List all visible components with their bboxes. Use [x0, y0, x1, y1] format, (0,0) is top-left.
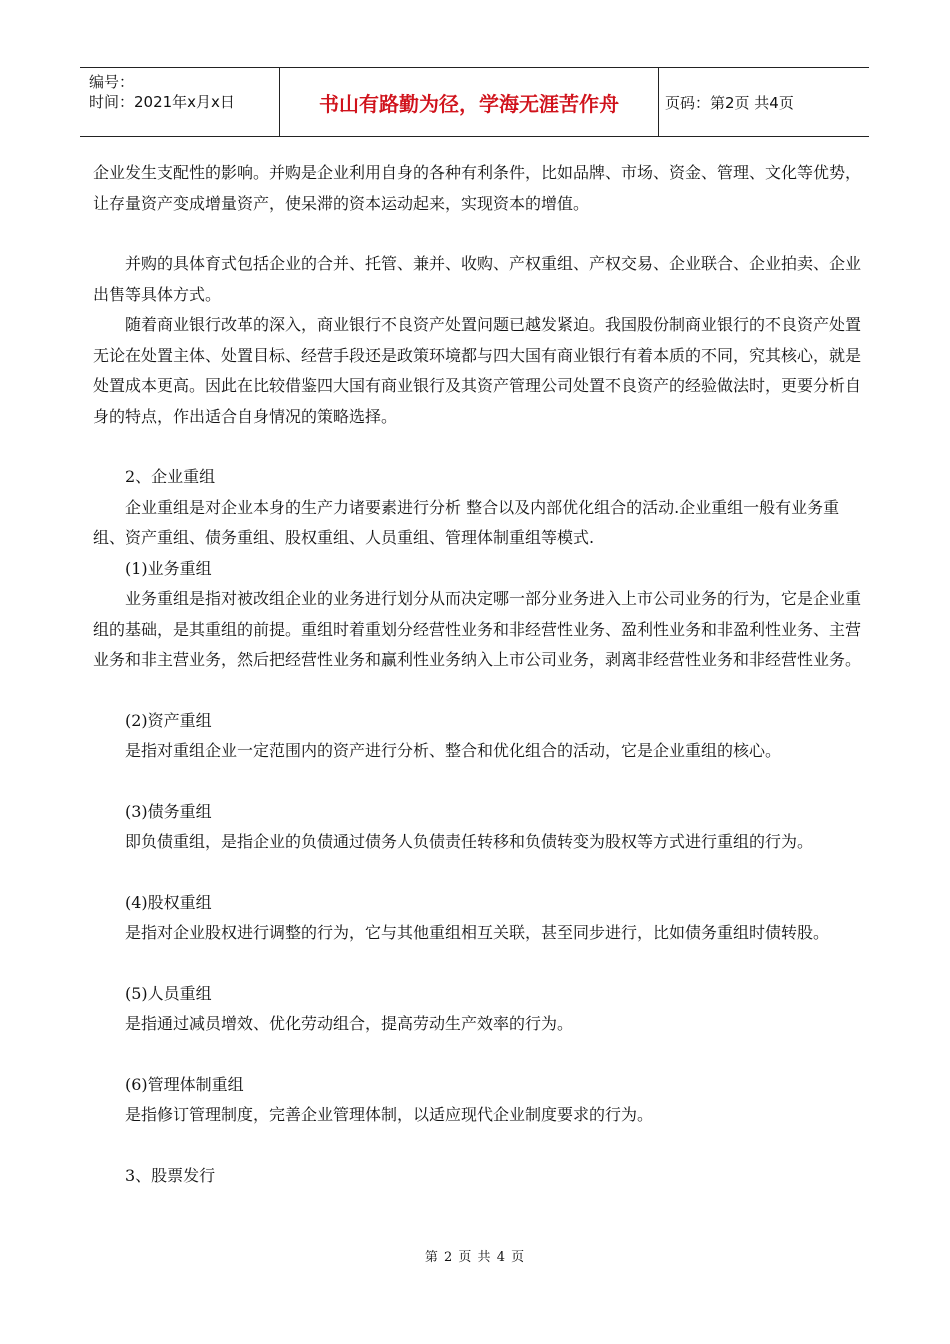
subsection-heading: (2)资产重组 [125, 710, 212, 730]
section-heading: 3、股票发行 [125, 1165, 216, 1185]
subsection-heading: (3)债务重组 [125, 801, 212, 821]
page-footer: 第 2 页 共 4 页 [424, 1250, 526, 1265]
paragraph: 即负债重组，是指企业的负债通过债务人负债责任转移和负债转变为股权等方式进行重组的行为。 [125, 832, 814, 851]
paragraph: 是指对重组企业一定范围内的资产进行分析、整合和优化组合的活动，它是企业重组的核心。 [125, 741, 782, 760]
header-motto: 书山有路勤为径，学海无涯苦作舟 [280, 68, 659, 136]
paragraph: 是指修订管理制度，完善企业管理体制，以适应现代企业制度要求的行为。 [125, 1105, 654, 1124]
paragraph: 业务重组是指对被改组企业的业务进行划分从而决定哪一部分业务进入上市公司业务的行为，它是企业重组的基础，是其重组的前提。重组时着重划分经营性业务和非经营性业务、盈利性业务和非盈利性业务、主营业务和非主营业务，然后把经营性业务和赢利性业务纳入上市公司业务，剥离非经营性业务和非经营性业务。 [93, 589, 862, 669]
document-body [93, 158, 863, 1191]
subsection-heading: (5)人员重组 [125, 983, 212, 1003]
paragraph: 是指对企业股权进行调整的行为，它与其他重组相互关联，甚至同步进行，比如债务重组时债转股。 [125, 923, 830, 942]
subsection-heading: (1)业务重组 [125, 558, 212, 578]
paragraph: 企业发生支配性的影响。并购是企业利用自身的各种有利条件，比如品牌、市场、资金、管理、文化等优势，让存量资产变成增量资产，使呆滞的资本运动起来，实现资本的增值。 [93, 163, 862, 213]
paragraph: 是指通过减员增效、优化劳动组合，提高劳动生产效率的行为。 [125, 1014, 574, 1033]
document-date: 时间：2021年x月x日 [89, 93, 235, 111]
document-number-label: 编号： [89, 73, 135, 91]
page-header [80, 67, 869, 137]
header-meta [80, 68, 280, 136]
paragraph: 随着商业银行改革的深入，商业银行不良资产处置问题已越发紧迫。我国股份制商业银行的不良资产处置无论在处置主体、处置目标、经营手段还是政策环境都与四大国有商业银行有着本质的不同，究其核心，就是处置成本更高。因此在比较借鉴四大国有商业银行及其资产管理公司处置不良资产的经验做法时，更要分析自身的特点，作出适合自身情况的策略选择。 [93, 315, 862, 426]
paragraph: 并购的具体育式包括企业的合并、托管、兼并、收购、产权重组、产权交易、企业联合、企业拍卖、企业出售等具体方式。 [93, 254, 862, 304]
section-heading: 2、企业重组 [125, 467, 216, 486]
subsection-heading: (6)管理体制重组 [125, 1074, 244, 1094]
header-page-code: 页码：第2页 共4页 [665, 93, 794, 112]
subsection-heading: (4)股权重组 [125, 892, 212, 912]
paragraph: 企业重组是对企业本身的生产力诸要素进行分析 整合以及内部优化组合的活动.企业重组一般有业务重组、资产重组、债务重组、股权重组、人员重组、管理体制重组等模式. [93, 497, 840, 547]
